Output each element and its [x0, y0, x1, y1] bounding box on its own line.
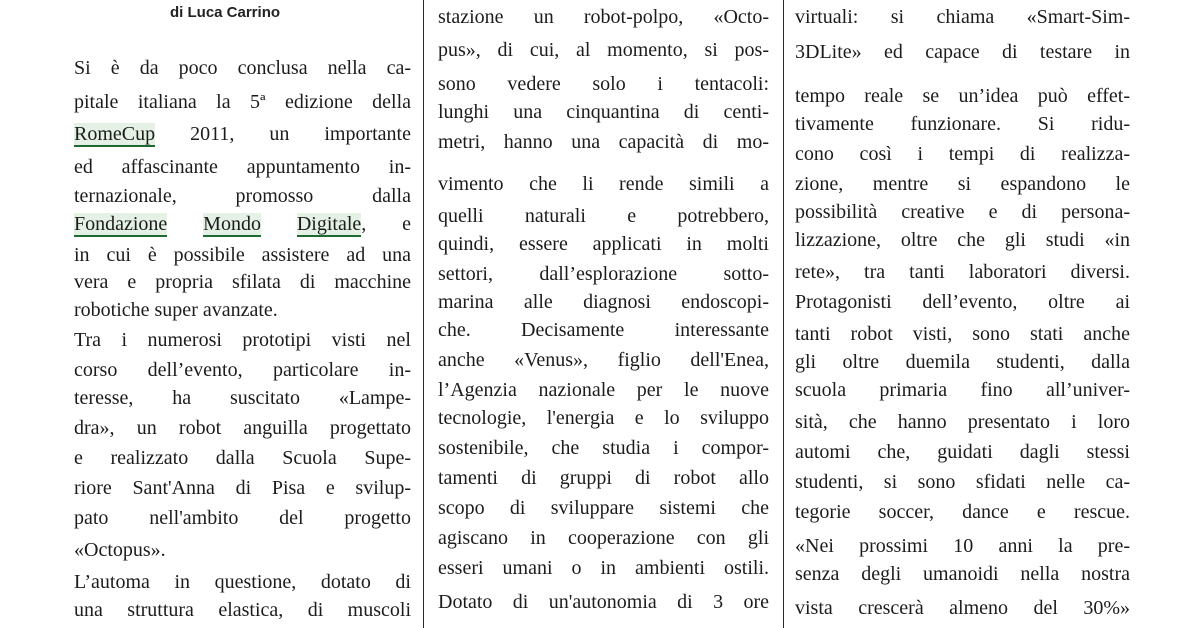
- highlighted-term[interactable]: Fondazione: [74, 213, 168, 235]
- text-line: robotiche super avanzate.: [74, 299, 278, 321]
- text-line: tanti robot visti, sono stati anche: [795, 323, 1130, 345]
- highlighted-term[interactable]: Mondo: [203, 213, 261, 235]
- text-line: corso dell’evento, particolare in-: [74, 359, 411, 381]
- highlighted-term[interactable]: RomeCup: [74, 123, 156, 145]
- text-line: metri, hanno una capacità di mo-: [438, 131, 769, 153]
- text-line: cono così i tempi di realizza-: [795, 143, 1130, 165]
- text-line: tivamente funzionare. Si ridu-: [795, 113, 1130, 135]
- text-line: agiscano in cooperazione con gli: [438, 527, 769, 549]
- text-line: che. Decisamente interessante: [438, 319, 769, 341]
- text-line: Tra i numerosi prototipi visti nel: [74, 329, 411, 351]
- text-line: sono vedere solo i tentacoli:: [438, 73, 769, 95]
- text-fragment: [167, 213, 203, 235]
- text-line: «Nei prossimi 10 anni la pre-: [795, 535, 1130, 557]
- text-line: rete», tra tanti laboratori diversi.: [795, 261, 1130, 283]
- text-line: possibilità creative e di persona-: [795, 201, 1130, 223]
- text-line: tamenti di gruppi di robot allo: [438, 467, 769, 489]
- text-line: una struttura elastica, di muscoli: [74, 599, 411, 621]
- text-line: senza degli umanoidi nella nostra: [795, 563, 1130, 585]
- text-line: quindi, essere applicati in molti: [438, 233, 769, 255]
- text-line: [74, 212, 411, 236]
- text-line: teresse, ha suscitato «Lampe-: [74, 387, 411, 409]
- highlighted-term[interactable]: Digitale: [296, 213, 362, 235]
- text-line: scuola primaria fino all’univer-: [795, 379, 1130, 401]
- text-line: sità, che hanno presentato i loro: [795, 411, 1130, 433]
- text-line: ternazionale, promosso dalla: [74, 185, 411, 207]
- text-line: vimento che li rende simili a: [438, 173, 769, 195]
- column-rule-right: [783, 0, 784, 628]
- text-line: riore Sant'Anna di Pisa e svilup-: [74, 477, 411, 499]
- text-line: anche «Venus», figlio dell'Enea,: [438, 349, 769, 371]
- text-fragment: [261, 213, 297, 235]
- text-line: pato nell'ambito del progetto: [74, 507, 411, 529]
- text-line: automi che, guidati dagli stessi: [795, 441, 1130, 463]
- text-line: «Octopus».: [74, 539, 166, 561]
- text-line: in cui è possibile assistere ad una: [74, 244, 411, 266]
- text-fragment: 2011, un importante: [155, 123, 411, 145]
- text-line: zione, mentre si espandono le: [795, 173, 1130, 195]
- text-line: marina alle diagnosi endoscopi-: [438, 291, 769, 313]
- text-line: settori, dall’esplorazione sotto-: [438, 263, 769, 285]
- text-line: quelli naturali e potrebbero,: [438, 205, 769, 227]
- text-line: virtuali: si chiama «Smart-Sim-: [795, 6, 1130, 28]
- text-line: vera e propria sfilata di macchine: [74, 271, 411, 293]
- text-line: Protagonisti dell’evento, oltre ai: [795, 291, 1130, 313]
- text-line: [74, 122, 411, 146]
- text-line: lizzazione, oltre che gli studi «in: [795, 229, 1130, 251]
- text-line: Si è da poco conclusa nella ca-: [74, 57, 411, 79]
- text-line: pus», di cui, al momento, si pos-: [438, 39, 769, 61]
- text-line: tecnologie, l'energia e lo sviluppo: [438, 407, 769, 429]
- text-line: e realizzato dalla Scuola Supe-: [74, 447, 411, 469]
- text-line: l’Agenzia nazionale per le nuove: [438, 379, 769, 401]
- text-line: tempo reale se un’idea può effet-: [795, 85, 1130, 107]
- byline: di Luca Carrino: [170, 4, 281, 21]
- text-line: vista crescerà almeno del 30%»: [795, 597, 1130, 619]
- text-line: tegorie soccer, dance e rescue.: [795, 501, 1130, 523]
- text-line: lunghi una cinquantina di centi-: [438, 101, 769, 123]
- text-line: dra», un robot anguilla progettato: [74, 417, 411, 439]
- text-line: studenti, si sono sfidati nelle ca-: [795, 471, 1130, 493]
- text-line: esseri umani o in ambienti ostili.: [438, 557, 769, 579]
- text-line: gli oltre duemila studenti, dalla: [795, 351, 1130, 373]
- text-line: pitale italiana la 5ª edizione della: [74, 91, 411, 113]
- text-line: ed affascinante appuntamento in-: [74, 156, 411, 178]
- text-fragment: , e: [361, 213, 411, 235]
- text-line: L’automa in questione, dotato di: [74, 571, 411, 593]
- column-rule-left: [423, 0, 424, 628]
- text-line: Dotato di un'autonomia di 3 ore: [438, 591, 769, 613]
- text-line: 3DLite» ed capace di testare in: [795, 41, 1130, 63]
- text-line: sostenibile, che studia i compor-: [438, 437, 769, 459]
- text-line: stazione un robot-polpo, «Octo-: [438, 6, 769, 28]
- text-line: scopo di sviluppare sistemi che: [438, 497, 769, 519]
